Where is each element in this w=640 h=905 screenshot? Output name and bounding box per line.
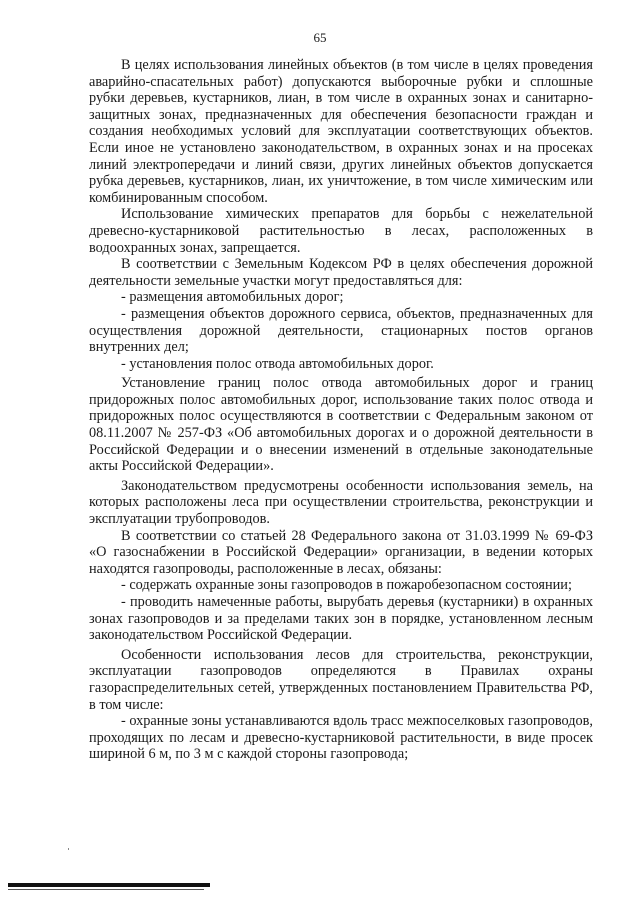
document-body <box>89 57 593 763</box>
paragraph-pipelines: Законодательством предусмотрены особенности использования земель, на которых расположены леса при осуществлении строительства, реконструкции и эксплуатации трубопроводов. <box>89 477 593 528</box>
scan-edge-line-thin <box>8 889 204 890</box>
paragraph-chemicals: Использование химических препаратов для борьбы с нежелательной древесно-кустарниковой растительностью в лесах, расположенных в водоохранных зонах, запрещается. <box>89 206 593 256</box>
list-item-fire-safe: - содержать охранные зоны газопроводов в пожаробезопасном состоянии; <box>121 577 572 594</box>
list-item-roads: - размещения автомобильных дорог; <box>121 289 344 306</box>
paragraph-land-code: В соответствии с Земельным Кодексом РФ в целях обеспечения дорожной деятельности земельные участки могут предоставляться для: <box>89 256 593 289</box>
page-number: 65 <box>313 30 327 45</box>
scan-artifact-dot <box>68 848 69 850</box>
scan-edge-line <box>8 883 210 887</box>
list-item-road-service: - размещения объектов дорожного сервиса, объектов, предназначенных для осуществления дорожной деятельности, стационарных постов органов внутренних дел; <box>89 305 593 356</box>
paragraph-linear-objects: В целях использования линейных объектов (в том числе в целях проведения аварийно-спасательных работ) допускаются выборочные рубки и сплошные рубки деревьев, кустарников, лиан, в том числе в охранных зонах и санитарно-защитных зонах, предназначенных для обеспечения безопасности граждан и создания необходимых условий для эксплуатации соответствующих объектов. Если иное не установлено законодательством, в охранных зонах и на просеках линий электропередачи и линий связи, других линейных объектов допускается рубка деревьев, кустарников, лиан, их уничтожение, в том числе химическим или комбинированным способом. <box>89 57 593 206</box>
paragraph-gas-rules: Особенности использования лесов для строительства, реконструкции, эксплуатации газопроводов определяются в Правилах охраны газораспределительных сетей, утвержденных постановлением Правительства РФ, в том числе: <box>89 646 593 713</box>
list-item-right-of-way: - установления полос отвода автомобильных дорог. <box>121 355 434 372</box>
list-item-clearings: - охранные зоны устанавливаются вдоль трасс межпоселковых газопроводов, проходящих по лесам и древесно-кустарниковой растительности, в виде просек шириной 6 м, по 3 м с каждой стороны газопровода; <box>89 713 593 763</box>
list-item-felling: - проводить намеченные работы, вырубать деревья (кустарники) в охранных зонах газопроводов и за пределами таких зон в порядке, установленном лесным законодательством Российской Федерации. <box>89 594 593 644</box>
paragraph-road-law: Установление границ полос отвода автомобильных дорог и границ придорожных полос автомобильных дорог, использование таких полос отвода и придорожных полос осуществляются в соответствии с Федеральным законом от 08.11.2007 № 257-ФЗ «Об автомобильных дорогах и о дорожной деятельности в Российской Федерации и о внесении изменений в отдельные законодательные акты Российской Федерации». <box>89 375 593 475</box>
paragraph-gas-law: В соответствии со статьей 28 Федерального закона от 31.03.1999 № 69-ФЗ «О газоснабжении в Российской Федерации» организации, в ведении которых находятся газопроводы, расположенные в лесах, обязаны: <box>89 527 593 577</box>
